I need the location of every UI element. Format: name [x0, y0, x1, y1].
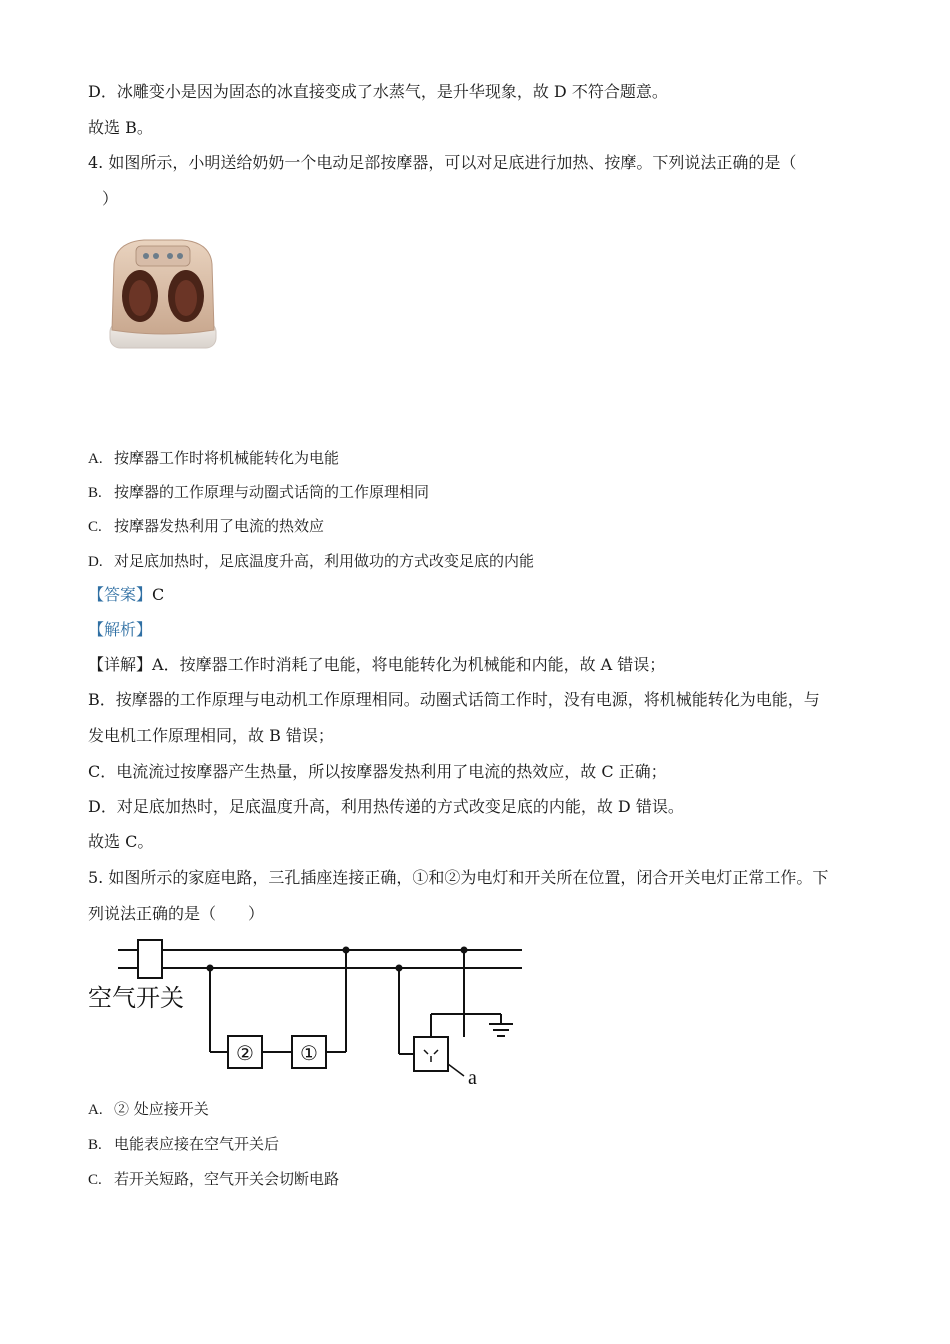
- detail-tag: 【详解】: [88, 655, 153, 674]
- option-letter: A.: [88, 1102, 103, 1118]
- option-letter: D.: [88, 554, 103, 570]
- q5-stem-line2: 列说法正确的是（ ）: [88, 904, 265, 923]
- q4-analysis-tag: 【解析】: [88, 620, 153, 639]
- q4-option-c[interactable]: [88, 516, 324, 537]
- option-letter: A.: [88, 451, 103, 467]
- detail-text: A．按摩器工作时消耗了电能，将电能转化为机械能和内能，故 A 错误；: [152, 655, 666, 674]
- q5-stem-line1: 5. 如图所示的家庭电路，三孔插座连接正确，①和②为电灯和开关所在位置，闭合开关电灯正常工作。下: [88, 868, 829, 887]
- foot-massager-photo: [104, 234, 222, 354]
- q4-detail-b-line2: 发电机工作原理相同，故 B 错误；: [88, 726, 334, 745]
- q4-detail-a: [88, 655, 665, 675]
- q4-option-d[interactable]: [88, 551, 534, 572]
- socket-point-a-label: a: [468, 1067, 477, 1089]
- q5-option-a[interactable]: [88, 1099, 209, 1120]
- option-text: 按摩器工作时将机械能转化为电能: [114, 449, 340, 467]
- previous-conclusion: 故选 B。: [88, 118, 153, 137]
- q4-detail-d: D．对足底加热时，足底温度升高，利用热传递的方式改变足底的内能，故 D 错误。: [88, 797, 684, 816]
- option-text: ② 处应接开关: [114, 1100, 209, 1118]
- household-circuit-diagram: [86, 934, 526, 1094]
- q5-option-b[interactable]: [88, 1134, 279, 1155]
- air-switch-box: [138, 940, 162, 978]
- option-text: 电能表应接在空气开关后: [114, 1135, 280, 1153]
- air-switch-label: 空气开关: [88, 984, 184, 1012]
- option-letter: B.: [88, 485, 102, 501]
- q4-option-b[interactable]: [88, 482, 429, 503]
- previous-option-d-explanation: D．冰雕变小是因为固态的冰直接变成了水蒸气，是升华现象，故 D 不符合题意。: [88, 82, 668, 101]
- q4-detail-b-line1: B．按摩器的工作原理与电动机工作原理相同。动圈式话筒工作时，没有电源，将机械能转化为电能，与: [88, 690, 820, 709]
- option-text: 按摩器的工作原理与动圈式话筒的工作原理相同: [114, 483, 430, 501]
- q4-stem-line2: ）: [102, 189, 119, 208]
- option-letter: B.: [88, 1137, 102, 1153]
- option-text: 对足底加热时，足底温度升高，利用做功的方式改变足底的内能: [114, 552, 535, 570]
- q5-option-c[interactable]: [88, 1169, 339, 1190]
- option-text: 按摩器发热利用了电流的热效应: [114, 517, 325, 535]
- q4-conclusion: 故选 C。: [88, 832, 154, 851]
- position-1-label: ①: [300, 1041, 318, 1065]
- option-letter: C.: [88, 519, 102, 535]
- answer-value: C: [152, 585, 165, 604]
- option-text: 若开关短路，空气开关会切断电路: [114, 1170, 340, 1188]
- three-hole-socket: [414, 1037, 448, 1071]
- q4-detail-c: C．电流流过按摩器产生热量，所以按摩器发热利用了电流的热效应，故 C 正确；: [88, 762, 667, 781]
- q4-answer: [88, 585, 164, 605]
- q4-stem-line1: 4. 如图所示，小明送给奶奶一个电动足部按摩器，可以对足底进行加热、按摩。下列说法正确的是（: [88, 153, 797, 172]
- answer-tag: 【答案】: [88, 585, 153, 604]
- q4-option-a[interactable]: [88, 448, 339, 469]
- option-letter: C.: [88, 1172, 102, 1188]
- position-2-label: ②: [236, 1041, 254, 1065]
